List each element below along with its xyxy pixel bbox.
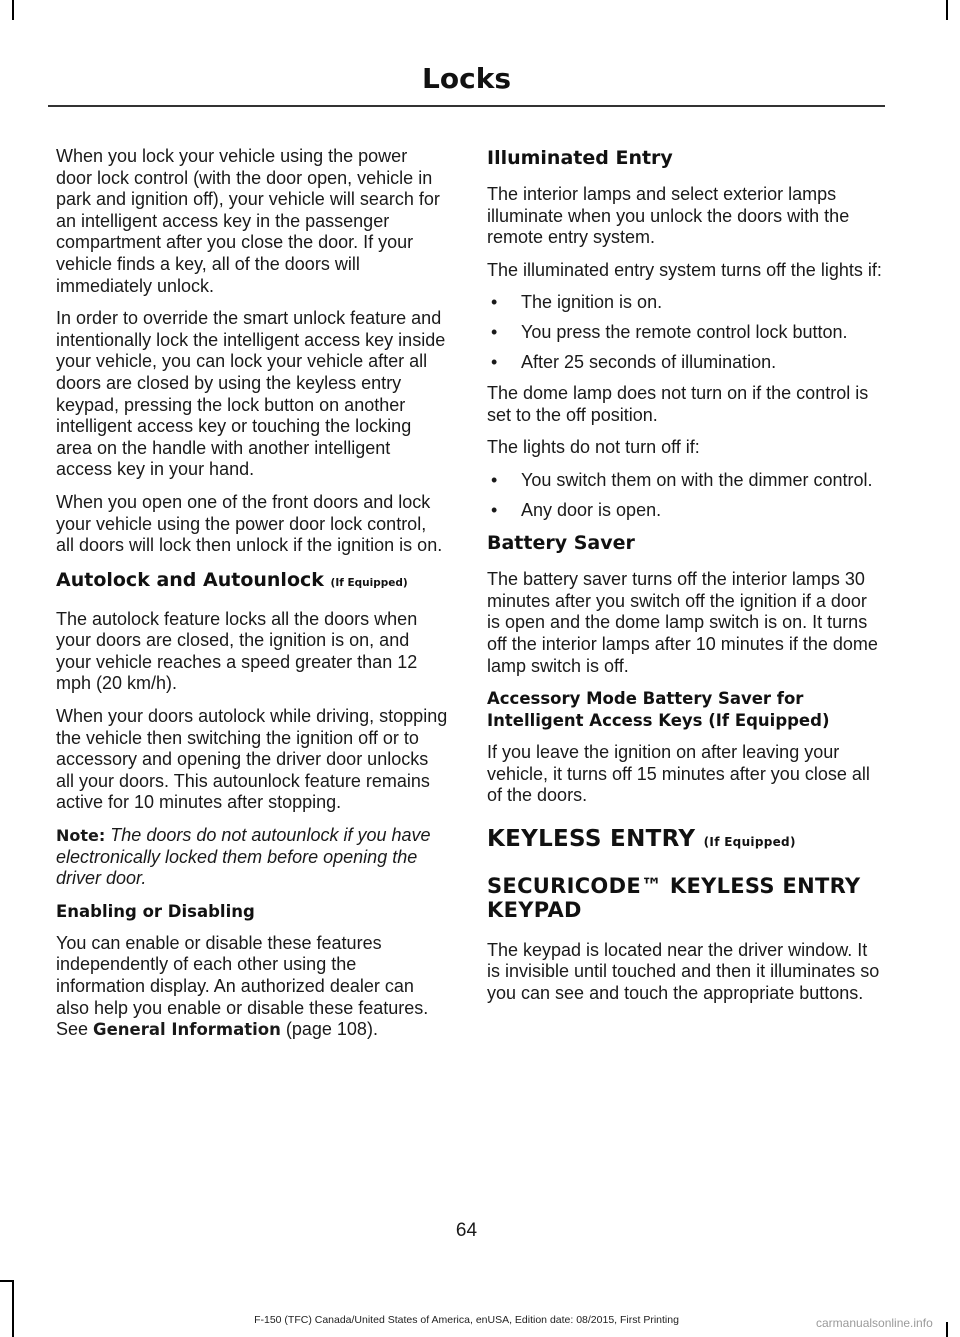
right-column: [487, 146, 882, 1016]
if-equipped-tag: (If Equipped): [703, 834, 796, 849]
autolock-heading: Autolock and Autounlock (If Equipped): [56, 568, 408, 591]
crop-mark-bottom-left-h: [0, 1280, 14, 1282]
turns-off-list: [487, 292, 882, 373]
not-off-intro: The lights do not turn off if:: [487, 437, 700, 458]
edition-footer: F-150 (TFC) Canada/United States of America, enUSA, Edition date: 08/2015, First Printing: [254, 1314, 679, 1326]
battery-saver-heading: Battery Saver: [487, 532, 635, 555]
crop-mark-top-right: [946, 0, 948, 20]
general-information-link[interactable]: General Information: [93, 1020, 281, 1040]
page-number: 64: [455, 1220, 478, 1241]
keypad-paragraph: The keypad is located near the driver window. It is invisible until touched and then it illuminates so you can see and touch the appropriate buttons.: [487, 939, 880, 1004]
turns-off-intro: The illuminated entry system turns off the lights if:: [487, 259, 882, 280]
enabling-paragraph: You can enable or disable these features independently of each other using the information display. An authorized dealer can also help you enable or disable these features. See General Information (page 108).: [56, 932, 429, 1040]
watermark: carmanualsonline.info: [816, 1316, 933, 1330]
dome-lamp-paragraph: The dome lamp does not turn on if the control is set to the off position.: [487, 383, 869, 425]
autolock-paragraph: The autolock feature locks all the doors when your doors are closed, the ignition is on, and your vehicle reaches a speed greater than 12 mph (20 km/h).: [56, 608, 418, 694]
accessory-mode-paragraph: If you leave the ignition on after leaving your vehicle, it turns off 15 minutes after you close all of the doors.: [487, 742, 870, 806]
list-item: • After 25 seconds of illumination.: [491, 351, 777, 372]
securicode-heading: SECURICODE™ KEYLESS ENTRY KEYPAD: [487, 873, 861, 922]
illuminated-entry-heading: Illuminated Entry: [487, 147, 673, 169]
crop-mark-bottom-left: [12, 1280, 14, 1337]
title-divider: [48, 105, 885, 107]
section-title: Locks: [422, 62, 511, 95]
list-item: • The ignition is on.: [491, 292, 663, 313]
accessory-mode-heading: Accessory Mode Battery Saver for Intelligent Access Keys (If Equipped): [487, 689, 830, 731]
crop-mark-top-left: [12, 0, 14, 20]
battery-saver-paragraph: The battery saver turns off the interior lamps 30 minutes after you switch off the ignition if a door is open and the dome lamp switch is on. It turns off the interior lamps after 10 minutes if the dome lamp switch is off.: [487, 569, 878, 676]
left-column: [56, 146, 448, 1052]
crop-mark-bottom-right: [946, 1322, 948, 1337]
not-off-list: [487, 470, 882, 521]
note-text: The doors do not autounlock if you have electronically locked them before opening the driver door.: [56, 825, 431, 889]
note-paragraph: [56, 825, 448, 890]
keyless-entry-heading: KEYLESS ENTRY (If Equipped): [487, 825, 796, 852]
front-door-paragraph: When you open one of the front doors and lock your vehicle using the power door lock control, all doors will lock then unlock if the ignition is on.: [56, 491, 443, 556]
autounlock-paragraph: When your doors autolock while driving, stopping the vehicle then switching the ignition off or to accessory and opening the driver door unlocks all your doors. This autounlock feature remains active for 10 minutes after stopping.: [56, 706, 448, 813]
enabling-heading: Enabling or Disabling: [56, 901, 255, 921]
illuminated-paragraph: The interior lamps and select exterior lamps illuminate when you unlock the doors with the remote entry system.: [487, 184, 850, 248]
override-paragraph: In order to override the smart unlock feature and intentionally lock the intelligent access key inside your vehicle, you can lock your vehicle after all doors are closed by using the keyless entry keypad, pressing the lock button on another intelligent access key or touching the locking area on the handle with another intelligent access key in your hand.: [56, 308, 446, 480]
if-equipped-tag: (If Equipped): [330, 576, 408, 589]
note-label: Note:: [56, 826, 106, 846]
list-item: • You press the remote control lock button.: [491, 321, 848, 342]
smart-unlock-paragraph: When you lock your vehicle using the power door lock control (with the door open, vehicle in park and ignition off), your vehicle will search for an intelligent access key in the passenger compartment after you close the door. If your vehicle finds a key, all of the doors will immediately unlock.: [56, 146, 440, 296]
list-item: • Any door is open.: [491, 499, 662, 520]
list-item: • You switch them on with the dimmer control.: [491, 469, 873, 490]
